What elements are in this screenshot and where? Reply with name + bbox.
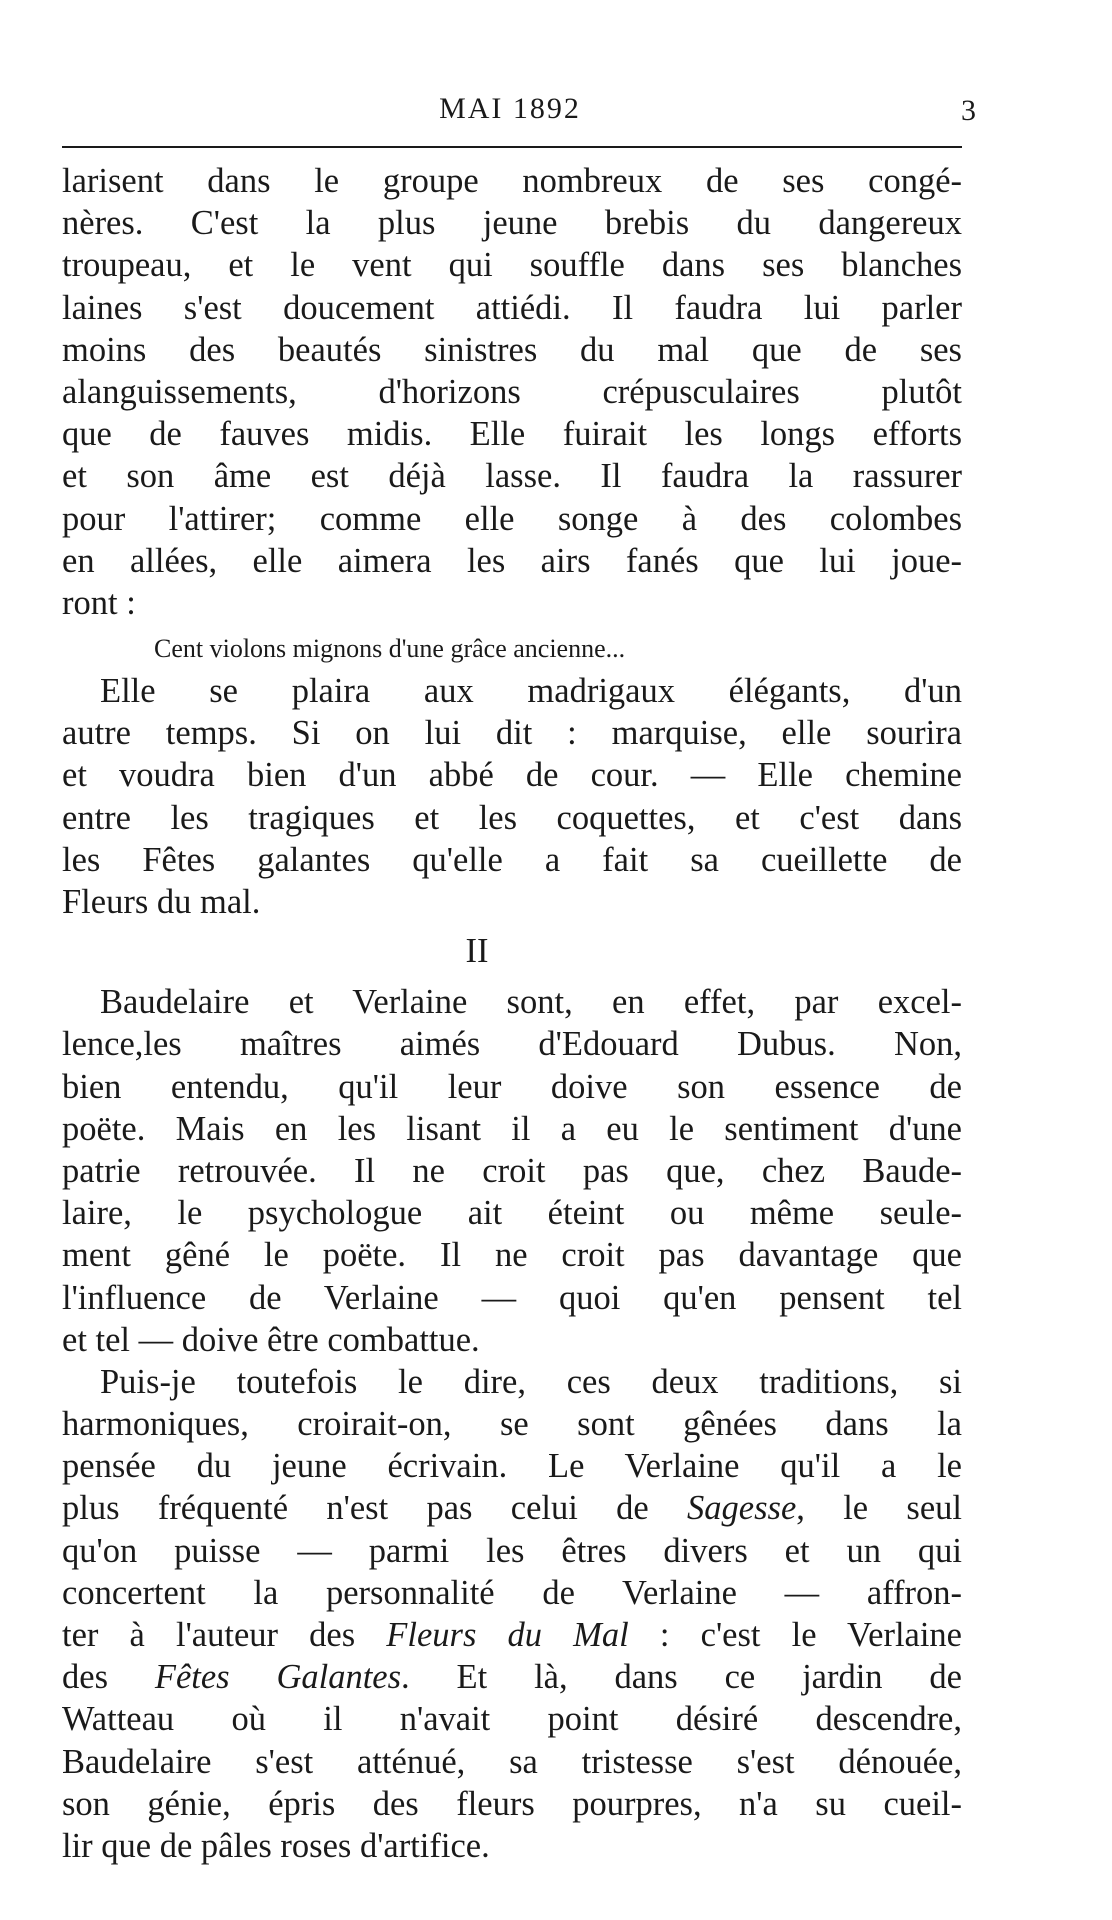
text-line: et tel — doive être combattue. <box>62 1320 480 1359</box>
text-line: qu'on puisse — parmi les êtres divers et un qui <box>62 1531 962 1570</box>
text-segment: des <box>62 1658 155 1697</box>
text-segment: , le seul <box>796 1489 962 1528</box>
text-line: larisent dans le groupe nombreux de ses congé- <box>62 162 962 200</box>
text-line: l'influence de Verlaine — quoi qu'en pensent tel <box>62 1278 962 1317</box>
text-line <box>62 1487 962 1529</box>
page-header <box>60 92 976 142</box>
text-line: bien entendu, qu'il leur doive son essence de <box>62 1067 962 1106</box>
body-text <box>62 160 962 1867</box>
text-line: Elle se plaira aux madrigaux élégants, d'un <box>100 672 962 711</box>
text-line: moins des beautés sinistres du mal que de ses <box>62 330 962 369</box>
text-line: Baudelaire et Verlaine sont, en effet, par excel- <box>100 983 962 1022</box>
italic-title: Fêtes Galantes <box>154 1658 402 1697</box>
text-line: ment gêné le poëte. Il ne croit pas davantage que <box>62 1236 962 1275</box>
italic-title: Sagesse <box>687 1489 797 1528</box>
section-number: II <box>465 932 489 971</box>
text-line <box>62 1614 962 1656</box>
page-number: 3 <box>961 94 976 127</box>
text-line: troupeau, et le vent qui souffle dans ses blanches <box>62 246 962 285</box>
text-line: lence,les maîtres aimés d'Edouard Dubus. Non, <box>62 1025 962 1064</box>
text-line: pour l'attirer; comme elle songe à des colombes <box>62 499 962 538</box>
text-segment: plus fréquenté n'est pas celui de <box>62 1489 688 1528</box>
text-line: et son âme est déjà lasse. Il faudra la rassurer <box>62 457 962 496</box>
text-line: concertent la personnalité de Verlaine — affron- <box>62 1573 962 1612</box>
text-segment: ter à l'auteur des <box>62 1616 387 1654</box>
text-line: Baudelaire s'est atténué, sa tristesse s'est dénouée, <box>62 1742 962 1781</box>
text-segment: : c'est le Verlaine <box>628 1616 962 1654</box>
text-line: autre temps. Si on lui dit : marquise, elle sourira <box>62 714 962 753</box>
text-line: et voudra bien d'un abbé de cour. — Elle chemine <box>62 756 962 795</box>
text-line: laire, le psychologue ait éteint ou même seule- <box>62 1194 962 1233</box>
header-rule <box>62 146 962 148</box>
text-line: pensée du jeune écrivain. Le Verlaine qu'il a le <box>62 1447 962 1486</box>
running-head: MAI 1892 <box>439 92 581 125</box>
italic-title: Fleurs du Mal <box>386 1616 629 1654</box>
text-line: nères. C'est la plus jeune brebis du dangereux <box>62 204 962 243</box>
text-line: entre les tragiques et les coquettes, et c'est dans <box>62 798 962 837</box>
text-line: Fleurs du mal. <box>62 883 261 921</box>
text-line: en allées, elle aimera les airs fanés que lui joue- <box>62 541 962 580</box>
text-line: patrie retrouvée. Il ne croit pas que, chez Baude- <box>62 1151 962 1190</box>
text-line: harmoniques, croirait-on, se sont gênées dans la <box>62 1405 962 1444</box>
text-line: Watteau où il n'avait point désiré descendre, <box>62 1700 962 1739</box>
text-segment: . Et là, dans ce jardin de <box>401 1658 962 1697</box>
text-line: que de fauves midis. Elle fuirait les longs efforts <box>62 415 962 454</box>
text-line: ront : <box>62 583 136 622</box>
text-line: laines s'est doucement attiédi. Il faudra lui parler <box>62 288 962 327</box>
text-line: les Fêtes galantes qu'elle a fait sa cueillette de <box>62 840 962 879</box>
text-line <box>62 1656 962 1698</box>
text-line: Puis-je toutefois le dire, ces deux traditions, si <box>100 1362 962 1401</box>
text-line: son génie, épris des fleurs pourpres, n'a su cueil- <box>62 1784 962 1823</box>
text-line: lir que de pâles roses d'artifice. <box>62 1826 490 1865</box>
text-line: poëte. Mais en les lisant il a eu le sentiment d'une <box>62 1109 962 1148</box>
text-line: alanguissements, d'horizons crépusculaires plutôt <box>62 372 962 411</box>
verse-quotation: Cent violons mignons d'une grâce ancienne... <box>154 634 626 664</box>
